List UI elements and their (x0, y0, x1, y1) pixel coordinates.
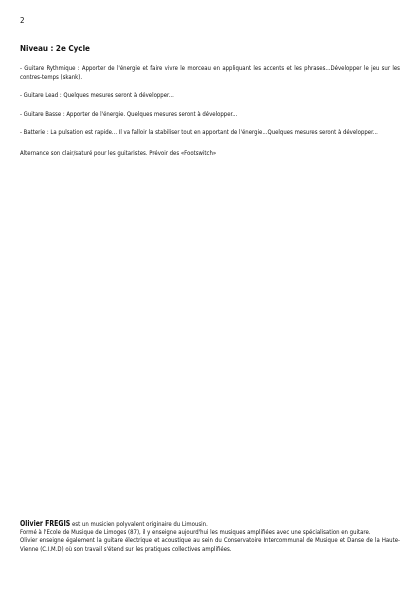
bio-teaching: Olivier enseigne également la guitare électrique et acoustique au sein du Conservatoire Intercommunal de Musique et Danse de la Haute-Vienne (C.I.M.D) où son travail s'étend sur les pratiques collectives amplifiées. (20, 536, 400, 553)
bio-intro (20, 520, 400, 528)
author-bio (20, 520, 400, 553)
bio-intro-text: est un musicien polyvalent originaire du Limousin. (70, 520, 208, 528)
page-number: 2 (20, 16, 25, 25)
note-rhythm-guitar: - Guitare Rythmique : Apporter de l'énergie et faire vivre le morceau en appliquant les accents et les phrases...Développer le jeu sur les contres-temps (skank). (20, 64, 400, 81)
bio-training: Formé à l'Ecole de Musique de Limoges (87), il y enseigne aujourd'hui les musiques amplifiées avec une spécialisation en guitare. (20, 528, 371, 537)
instrument-notes (20, 64, 400, 167)
note-drums: - Batterie : La pulsation est rapide... Il va falloir la stabiliser tout en apportant de l'énergie...Quelques mesures seront à développer... (20, 128, 378, 136)
level-heading: Niveau : 2e Cycle (20, 44, 90, 53)
author-name: Olivier FREGIS (20, 519, 71, 528)
note-bass-guitar: - Guitare Basse : Apporter de l'énergie. Quelques mesures seront à développer... (20, 109, 238, 118)
note-sound-switching: Alternance son clair/saturé pour les guitaristes. Prévoir des «Footswitch» (20, 148, 217, 157)
note-lead-guitar: - Guitare Lead : Quelques mesures seront à développer... (20, 91, 174, 99)
